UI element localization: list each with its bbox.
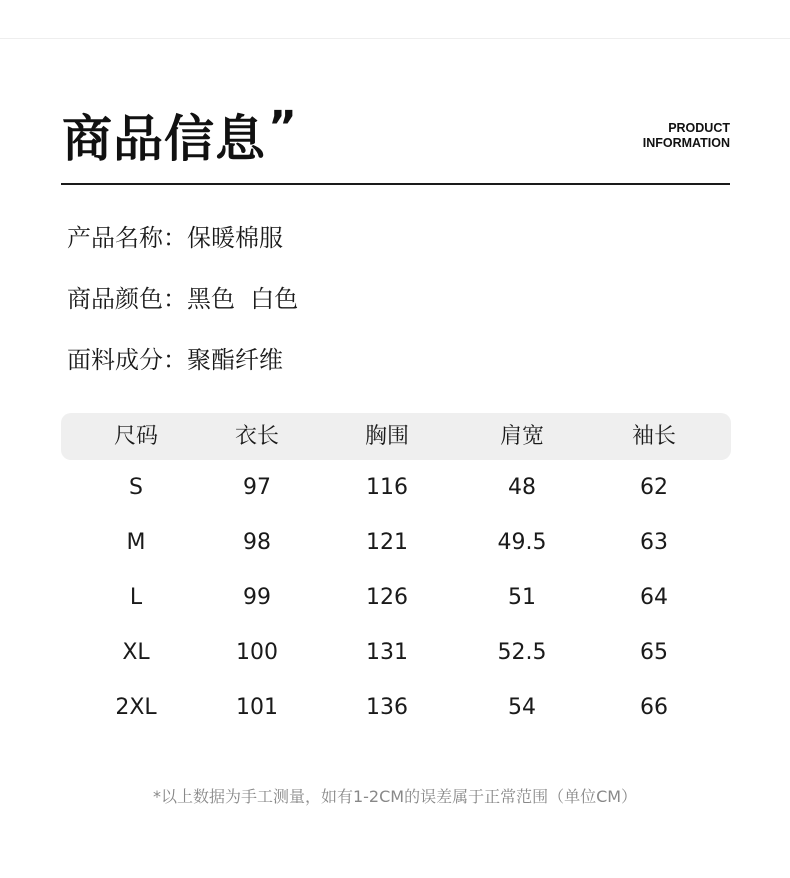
english-heading-line2: INFORMATION xyxy=(642,136,730,150)
table-cell: 98 xyxy=(243,530,271,555)
table-cell: 2XL xyxy=(115,695,157,720)
table-cell: XL xyxy=(122,640,150,665)
info-label: 商品颜色： xyxy=(67,285,187,313)
table-cell: 131 xyxy=(366,640,408,665)
title-quote-mark: ” xyxy=(268,102,297,153)
english-heading xyxy=(643,121,730,151)
table-cell: 51 xyxy=(508,585,536,610)
table-cell: 99 xyxy=(243,585,271,610)
table-cell: 64 xyxy=(640,585,668,610)
table-cell: 52.5 xyxy=(497,640,547,665)
info-row-fabric xyxy=(67,343,298,404)
measurement-footnote: *以上数据为手工测量，如有1-2CM的误差属于正常范围（单位CM） xyxy=(152,787,638,806)
size-table xyxy=(61,413,731,735)
table-cell: S xyxy=(129,475,143,500)
info-label: 面料成分： xyxy=(67,346,187,374)
info-value: 黑色 白色 xyxy=(187,285,299,313)
column-header-sleeve: 袖长 xyxy=(631,424,676,449)
table-cell: M xyxy=(126,530,146,555)
table-cell: 97 xyxy=(243,475,271,500)
table-header xyxy=(61,413,731,460)
column-header-size: 尺码 xyxy=(113,424,158,449)
table-row xyxy=(61,680,731,735)
table-cell: 63 xyxy=(640,530,668,555)
header-divider xyxy=(61,183,730,185)
table-cell: 54 xyxy=(508,695,536,720)
table-cell: 101 xyxy=(236,695,278,720)
top-divider xyxy=(0,38,790,39)
table-cell: 66 xyxy=(640,695,668,720)
table-cell: 100 xyxy=(236,640,278,665)
table-row xyxy=(61,460,731,515)
table-cell: 126 xyxy=(366,585,408,610)
table-cell: 49.5 xyxy=(497,530,547,555)
info-value: 聚酯纤维 xyxy=(187,346,283,374)
product-info-list xyxy=(67,221,298,404)
info-row-product-color xyxy=(67,282,298,343)
table-row xyxy=(61,625,731,680)
table-cell: L xyxy=(129,585,143,610)
table-cell: 116 xyxy=(366,475,408,500)
table-cell: 62 xyxy=(640,475,668,500)
english-heading-line1: PRODUCT xyxy=(668,121,730,135)
column-header-shoulder: 肩宽 xyxy=(499,424,544,449)
table-cell: 121 xyxy=(366,530,408,555)
info-row-product-name xyxy=(67,221,298,282)
table-row xyxy=(61,515,731,570)
page-title: 商品信息 xyxy=(62,110,266,168)
table-cell: 136 xyxy=(366,695,408,720)
info-label: 产品名称： xyxy=(67,224,187,252)
info-value: 保暖棉服 xyxy=(187,224,283,252)
column-header-length: 衣长 xyxy=(234,424,279,449)
table-cell: 48 xyxy=(508,475,536,500)
table-row xyxy=(61,570,731,625)
column-header-chest: 胸围 xyxy=(364,424,409,449)
table-cell: 65 xyxy=(640,640,668,665)
